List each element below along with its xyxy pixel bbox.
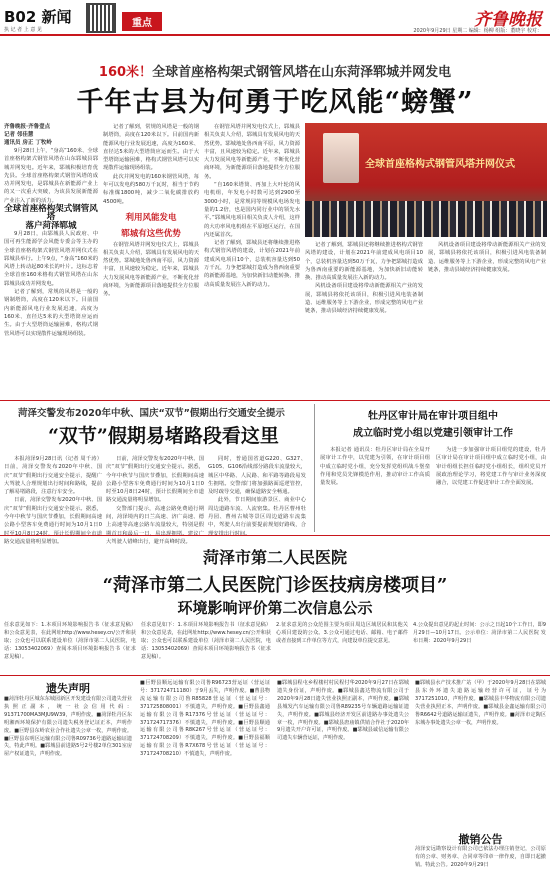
lost-notice-left <box>4 696 132 881</box>
paragraph: 4.公众提出意见的起止时间：公示之日起10个工作日，即9月29日—10月17日。公示单位：菏泽市第二人民医院 发布日期：2020年9月29日 <box>413 622 546 644</box>
holiday-column-3 <box>208 455 306 537</box>
audit-headline-1: 牡丹区审计局在审计项目组中 <box>368 411 498 422</box>
paragraph: 此次并网发电的160米钢管风塔，每年可以发电约580万千瓦时，相当于节约标准煤1800吨，减少二氧化碳排放约4500吨。 <box>103 173 199 205</box>
lost-notice-mid2 <box>277 680 409 881</box>
section-divider <box>0 675 550 676</box>
inline-heading: 利用风能发电 <box>125 212 177 223</box>
paragraph: ■菏泽牡丹区城东东城园新区开发建设有限公司遗失营业执照正副本，统一社会信用代码：91371700MA3MJU9W39，声明作废。■菏泽牡丹区东明湘西环境保护有限公司遗失税务登记证正本，声明作废。■巨野县东岭农业合作社遗失公章一枚，声明作废。■巨野县东明区运输有限公司鲁R09736号道路运输证遗失，特此声明。■郓城县前进路5号2号楼2单位301室房屋产权证遗失，声明作废。 <box>4 696 132 758</box>
paragraph: 此外，节日期间旅游景区、商业中心周边道路车流、人流密集。牡丹区曹州牡丹园、曹州古城等景区周边道路车流集中，驾驶人出行前要提前规划好路线，合理安排出行时间。 <box>208 497 306 537</box>
hospital-project-title: “菏泽市第二人民医院门诊医技病房楼项目” <box>102 575 448 596</box>
paragraph: ■巨野县顺远运输有限公司鲁R96723营运证（营运证号：371724711180）于9月丢失，声明作废。■曹县物流运输有限公司鲁R85828营运证（营运证号：371725808001）不慎遗失，声明作废。■巨野县鑫通运输有限公司鲁R17376号营运证（营运证号：371724717376）不慎遗失，声明作废。■巨野县顺通运输有限公司鲁R8K267号营运证（营运证号：371724708209）不慎遗失，声明作废。■巨野县福顺运输有限公司鲁R7X678号营运证（营运证号：371724708210）不慎遗失，声明作废。 <box>140 680 270 758</box>
paragraph: ■郓城县程屯乡程楼村村民程付华2020年9月27日在郓城遗失身份证，声明作废。■郓城县鑫达物流有限公司于2020年9月28日遗失营业执照正副本，声明作废。■郓城县城发汽车运输有限公司鲁R89235号车辆道路运输证遗失，声明作废。■郓城县经济开发区前进路办事处遗失公章一枚，声明作废。■郓城县唐庙镇供销合作社于2020年9月遗失开户许可证，声明作废。■郓城县诚信运输有限公司遗失车辆营运证，声明作废。 <box>277 680 409 742</box>
hospital-column-2 <box>141 622 271 672</box>
paragraph: 在钢管风塔并网发电仪式上，郓城县相关负责人介绍，郓城具有发展风电的天然优势。郓城地处鲁西南平原，风力资源丰富，且风速较为稳定。近年来，郓城县大力发展风电等新能源产业，不断优化营商环境，为新能源项目落地提供全方位服务。 <box>204 124 300 180</box>
editors-line: 执 记 者 上 意 见 <box>4 27 42 33</box>
audit-column-1 <box>320 446 430 532</box>
paragraph: “自160米塔筒、再加上大叶轮的风电机组，年发电小时数可达到2900至3000小时，是常规同等规模风电场发电量的1.2倍，也是国内同行业中的领先水平。”郓城风电项目相关负责人介绍，这样的大功率风电机组在平原地区运行，在国内还属首次。 <box>204 182 300 238</box>
paragraph: 9月28日上午，“身高”160米、全球首座格构架式钢管风塔在山东郓城县郓城并网发电。近年来，郓城积极培育优先县。全球首座格构架式钢管风塔的成功并网发电，是郓城县在新能源产业上的又一次重大突破，为该县发展新能源产业注入了新的活力。 <box>4 148 98 204</box>
photo-people <box>305 201 547 237</box>
photo-tower <box>323 133 359 183</box>
cancel-notice-title: 撤销公告 <box>458 833 503 846</box>
lead-column-4 <box>305 241 423 398</box>
audit-headline-2: 成立临时党小组以党建引领审计工作 <box>353 428 513 439</box>
paragraph: 9月28日，由郓城县人民政府、中国可再生能源学会风能专委会等主办的全球首座格构架式钢管风塔并网仪式在郓城县举行。上午9点，“身高”160米的风塔上转动起80米长的叶片。这标志着全球首座160米格构式钢管风塔在山东郓城县成功并网发电。 <box>4 230 98 287</box>
inline-heading: 全球首座格构架式钢管风塔 <box>4 204 98 223</box>
newspaper-logo: 齐鲁晚报 <box>474 10 542 30</box>
hospital-title: 菏泽市第二人民医院 <box>202 548 347 567</box>
paragraph: 记者了解到，郓城县还将继续推进格构式钢管风塔的建设，计划在2021年前建成风电项目10个，总装机容量达到50万千瓦，力争把郓城打造成为鲁西南重要的新能源基地，为加快新旧动能转换、推动高质量发展注入新的动力。 <box>204 240 300 288</box>
paragraph: 本报菏泽9月28日讯（记者 周千涛）日前，菏泽交警发布2020年中秋、国庆“双节”假期出行交通安全提示，提醒广大驾驶人合理规划出行时间和路线，提前了解易堵路段，注意行车安全。 <box>4 456 102 496</box>
lost-notice-title: 遗失声明 <box>46 682 90 695</box>
page-header <box>0 0 550 36</box>
holiday-column-2 <box>106 455 204 545</box>
lead-column-5 <box>428 241 546 398</box>
news-photo <box>305 123 547 237</box>
holiday-kicker: 菏泽交警发布2020年中秋、国庆“双节”假期出行交通安全提示 <box>18 408 285 419</box>
paragraph: 2.征求意见的公众范围主要为项目周边区域居民和其他关心项目建设的公众。3.公众可通过电话、邮箱、电子邮件或者直接到工作单位等方式，向建设单位提交意见。 <box>276 622 408 644</box>
byline: 齐鲁晚报·齐鲁壹点 <box>4 124 51 130</box>
paragraph: 记者了解到，常规的风塔是一般的钢制塔筒，高度在120米以下。目前国内新能源风电行业发展迅速，高度为160米、直径达5米的大型塔筒应运而生。由于大型塔筒运输困难，格构式钢管风塔可以实现散件运输现场组装。 <box>4 289 98 337</box>
paragraph: 为进一步加强审计项目组党的建设，牡丹区审计局在审计项目组中成立临时党小组，由审计组组长担任临时党小组组长，组织党员开展政治理论学习，将党建工作与审计业务深度融合，以党建工作促进审计工作全面发展。 <box>436 447 546 487</box>
paragraph: 在钢管风塔并网发电仪式上，郓城县相关负责人介绍，郓城具有发展风电的天然优势。郓城地处鲁西南平原，风力资源丰富，且风速较为稳定。近年来，郓城县大力发展风电等新能源产业，不断优化营商环境，为新能源项目落地提供全方位服务。 <box>103 241 199 298</box>
paragraph: 记者了解到，郓城县还将继续推进格构式钢管风塔的建设，计划在2021年前建成风电项目10个，总装机容量达到50万千瓦，力争把郓城打造成为鲁西南重要的新能源基地，为加快新旧动能转换、推动高质量发展注入新的动力。 <box>305 242 423 282</box>
paragraph: 同时，普通国省道G220、G327、G105、G106沿线部分路段车流量较大，城区中华路、人民路、和平路等路段易发生拥堵。交警部门将加强路面巡逻管控，及时疏导交通，确保道路安全畅通。 <box>208 456 306 496</box>
issue-date: 2020年9月29日 星期二 编辑：杨柳 组版：董晓宇 校对： <box>413 28 542 34</box>
byline-reporter: 记者 邻佳慧 <box>4 132 34 138</box>
holiday-headline: “双节”假期易堵路段看这里 <box>48 425 279 447</box>
section-tag: 重点 <box>122 12 162 31</box>
paragraph: 风机设备项目建设将带动新能源相关产业的发展，郓城县将依托该项目，积极引进风电装备制造、运维服务等上下游企业，形成完整的风电产业链条，推动县域经济持续健康发展。 <box>428 242 546 273</box>
page-number: B02 新闻 <box>4 8 72 26</box>
byline-correspondent: 通讯员 房正 丁牧岭 <box>4 140 52 146</box>
paragraph: 菏泽安远勘察设计有限公司已依法办理注销登记，公司原有的公章、财务章、合同章等印章一律作废，自即日起撤销。特此公告。2020年9月29日 <box>415 846 546 868</box>
hospital-column-1 <box>4 622 136 672</box>
column-divider <box>314 404 315 532</box>
photo-banner-text: 全球首座格构式钢管风塔并网仪式 <box>365 159 515 170</box>
paragraph: 任求意见如下：1.本项目环境影响报告书（征求意见稿）和公众意见表，在此网址http://www.hesey.cn/公开和获取；公众也可以联系建设单位（菏泽市第二人民医院，电话：13053402069）查阅本项目环境影响报告书（征求意见稿）。 <box>4 622 136 660</box>
cancel-notice-body <box>415 846 546 882</box>
hospital-column-3 <box>276 622 408 672</box>
paragraph: 交警部门提示，高速公路免费通行期间，菏泽境内的日兰高速、济广高速、德上高速等高速公路车流量较大，特别是假期首日和最后一日，易出现拥堵。建议广大驾驶人错峰出行，避开高峰时段。 <box>106 505 204 545</box>
inline-heading: 郓城有这些优势 <box>121 229 181 240</box>
lead-column-3 <box>204 123 300 398</box>
holiday-column-1 <box>4 455 102 545</box>
paragraph: 任求意见如下：1.本项目环境影响报告书（征求意见稿）和公众意见表，在此网址http://www.hesey.cn/公开和获取；公众也可以联系建设单位（菏泽市第二人民医院，电话：13053402069）查阅本项目环境影响报告书（征求意见稿）。 <box>141 622 271 660</box>
inline-heading: 落户菏泽郓城 <box>25 220 77 231</box>
lead-headline: 千年古县为何勇于吃风能“螃蟹” <box>76 87 474 118</box>
paragraph: 日前，菏泽交警发布2020年中秋、国庆“双节”假期出行交通安全提示。据悉，今年中秋节与国庆节叠加，长假期间高速公路小型客车免费通行时间为10月1日0时至10月8日24时，预计长假期间全市道路交通流量将明显增加。 <box>106 456 204 504</box>
section-divider <box>0 535 550 536</box>
paragraph: 记者了解到，常规的风塔是一般的钢制塔筒，高度在120米以下。目前国内新能源风电行业发展迅速，高度为160米、直径达5米的大型塔筒应运而生。由于大型塔筒运输困难，格构式钢管风塔可以实现散件运输现场组装。 <box>103 124 199 172</box>
lead-column-2 <box>103 123 199 398</box>
lost-notice-right <box>415 680 546 830</box>
audit-column-2 <box>436 446 546 532</box>
paragraph: 风机设备项目建设将带动新能源相关产业的发展，郓城县将依托该项目，积极引进风电装备制造、运维服务等上下游企业，形成完整的风电产业链条，推动县域经济持续健康发展。 <box>305 283 423 315</box>
paragraph: ■郓城县水产技术推广站（甲）于2020年9月28日在郓城县东外环遗失道路运输经营许可证，证号为3717251010，声明作废。■郓城县丰华物流有限公司遗失营业执照正本，声明作废。■郓城县金鑫运输有限公司鲁R6642号道路运输证遗失，声明作废。■菏泽市定陶区东城办事处遗失公章一枚，声明作废。 <box>415 680 546 726</box>
lead-column-1 <box>4 123 98 398</box>
lead-subtitle: 160米！全球首座格构架式钢管风塔在山东菏泽郓城并网发电 <box>98 65 452 80</box>
section-divider <box>0 400 550 401</box>
paragraph: 日前，菏泽交警发布2020年中秋、国庆“双节”假期出行交通安全提示。据悉，今年中秋节与国庆节叠加，长假期间高速公路小型客车免费通行时间为10月1日0时至10月8日24时，预计长假期间全市道路交通流量将明显增加。 <box>4 497 102 545</box>
qr-code-icon <box>86 3 116 33</box>
hospital-notice-title: 环境影响评价第二次信息公示 <box>177 599 373 617</box>
lost-notice-mid <box>140 680 270 881</box>
paragraph: 本报记者 通讯员：牡丹区审计局在全局开展审计工作中，以党建为引领，在审计项目组中成立临时党小组，充分发挥党组织战斗堡垒作用和党员先锋模范作用，推动审计工作高质量发展。 <box>320 447 430 487</box>
hospital-column-4 <box>413 622 546 672</box>
